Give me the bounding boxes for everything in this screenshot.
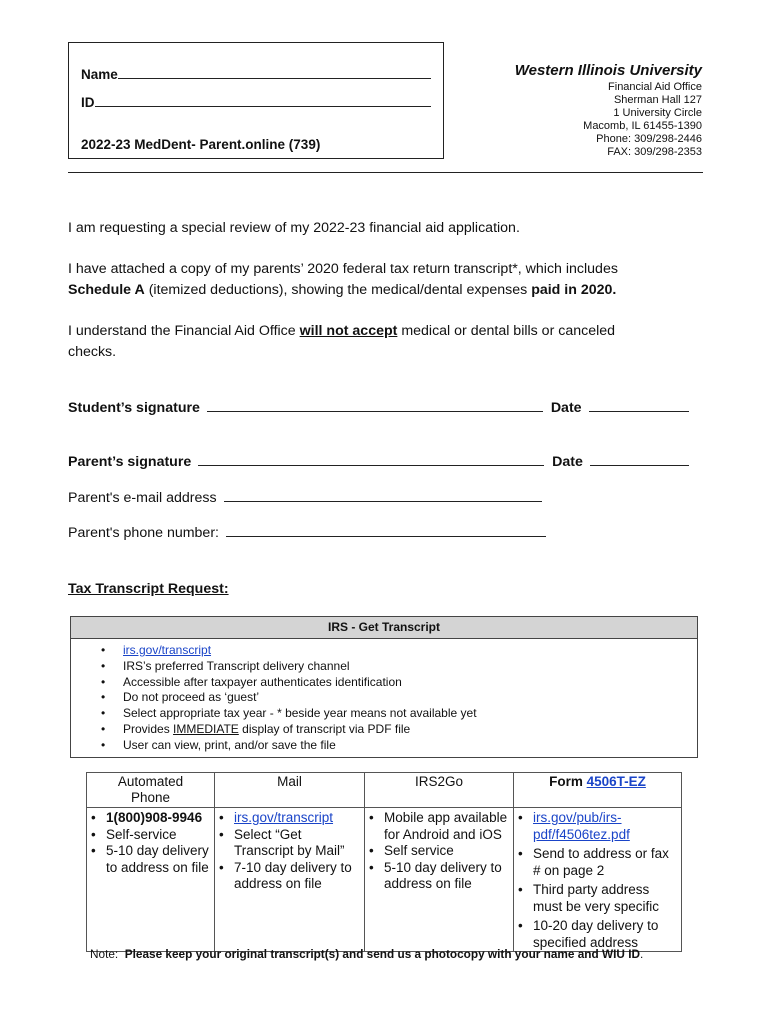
list-item-text: 10-20 day delivery to specified address: [533, 918, 659, 950]
irs-get-transcript-box: [70, 616, 698, 758]
bullet-icon: •: [101, 690, 106, 705]
parent-phone-label: Parent's phone number:: [68, 525, 219, 541]
will-not-accept-text: will not accept: [299, 323, 398, 339]
header-divider: [68, 172, 703, 173]
note-text: Please keep your original transcript(s) and send us a photocopy with your name and WIU ID: [124, 947, 640, 961]
list-item: [217, 827, 363, 860]
note-label: Note:: [90, 947, 119, 961]
list-item-text: 7-10 day delivery to address on file: [234, 859, 352, 891]
column-header-irs2go: IRS2Go: [365, 773, 514, 808]
bullet-icon: •: [101, 658, 106, 673]
column-header-mail: Mail: [215, 773, 365, 808]
parent-date-label: Date: [552, 454, 583, 470]
name-field[interactable]: [81, 67, 431, 82]
irs-box-title: IRS - Get Transcript: [71, 617, 697, 639]
list-item: [516, 882, 680, 915]
bullet-icon: •: [101, 674, 106, 689]
table-row: [87, 808, 682, 952]
list-item: [217, 860, 363, 893]
table-header-row: [87, 773, 682, 808]
list-item-text: Provides: [123, 721, 174, 736]
list-item-text: Do not proceed as ‘guest’: [123, 690, 260, 705]
irs-transcript-mail-link[interactable]: irs.gov/transcript: [234, 810, 334, 825]
list-item-text: display of transcript via PDF file: [238, 721, 411, 736]
bullet-icon: •: [91, 826, 96, 842]
list-item: [71, 722, 477, 738]
bullet-icon: •: [219, 859, 224, 875]
list-item: [71, 643, 477, 659]
list-item: [367, 810, 512, 843]
office-line: Financial Aid Office: [608, 81, 702, 93]
student-date-line[interactable]: [589, 411, 689, 412]
list-item-text: Accessible after taxpayer authenticates identification: [123, 674, 402, 689]
bullet-icon: •: [518, 882, 523, 897]
bullet-icon: •: [369, 810, 374, 825]
bullet-icon: •: [518, 846, 523, 861]
bullet-icon: •: [101, 706, 106, 721]
request-paragraph: I am requesting a special review of my 2022-23 financial aid application.: [68, 220, 520, 236]
list-item-text: Select appropriate tax year - * beside year means not available yet: [123, 706, 477, 721]
list-item: [71, 675, 477, 691]
office-line: Macomb, IL 61455-1390: [583, 120, 702, 132]
bullet-icon: •: [101, 737, 106, 752]
bullet-icon: •: [101, 643, 106, 657]
understanding-text: I understand the Financial Aid Office: [68, 323, 300, 339]
bullet-icon: •: [101, 721, 106, 736]
parent-signature-row[interactable]: [68, 454, 689, 470]
list-item: [89, 810, 213, 827]
form-code: 2022-23 MedDent- Parent.online (739): [81, 137, 321, 152]
name-label: Name: [81, 67, 118, 82]
schedule-a-text: Schedule A: [68, 282, 145, 298]
attachment-text-2: (itemized deductions), showing the medical/dental expenses: [144, 282, 532, 298]
student-signature-row[interactable]: [68, 400, 689, 416]
bullet-icon: •: [219, 826, 224, 842]
attachment-text: I have attached a copy of my parents’ 2020 federal tax return transcript*, which includes: [68, 261, 618, 277]
form-4506t-ez-link[interactable]: 4506T-EZ: [586, 774, 646, 789]
parent-email-line[interactable]: [224, 501, 542, 502]
university-name: Western Illinois University: [514, 62, 702, 79]
list-item-text: 5-10 day delivery to address on file: [106, 843, 209, 875]
parent-phone-row[interactable]: [68, 525, 546, 541]
student-signature-line[interactable]: [207, 411, 543, 412]
mail-list: [217, 810, 363, 893]
understanding-text-3: checks.: [68, 344, 117, 360]
form-pdf-link[interactable]: irs.gov/pub/irs-pdf/f4506tez.pdf: [533, 810, 630, 842]
id-line[interactable]: [95, 106, 431, 107]
bullet-icon: •: [91, 843, 96, 858]
bullet-icon: •: [369, 859, 374, 875]
understanding-text-2: medical or dental bills or canceled: [397, 323, 616, 339]
office-line: Phone: 309/298-2446: [596, 133, 702, 145]
office-line: 1 University Circle: [613, 107, 702, 119]
list-item: [367, 843, 512, 860]
name-line[interactable]: [118, 78, 431, 79]
list-item: [71, 738, 477, 754]
list-item: [516, 810, 680, 843]
list-item: [71, 659, 477, 675]
list-item-text: 5-10 day delivery to address on file: [384, 859, 502, 891]
footer-note: [90, 947, 643, 961]
id-label: ID: [81, 95, 95, 110]
parent-date-line[interactable]: [590, 465, 689, 466]
transcript-options-table: [86, 772, 682, 952]
bullet-icon: •: [518, 810, 523, 825]
bullet-icon: •: [518, 918, 523, 933]
list-item-text: Send to address or fax # on page 2: [533, 846, 669, 878]
understanding-paragraph: [68, 321, 708, 363]
list-item: [89, 843, 213, 876]
list-item-text: User can view, print, and/or save the file: [123, 737, 336, 752]
phone-cell: [87, 808, 215, 952]
parent-signature-label: Parent’s signature: [68, 454, 192, 470]
bullet-icon: •: [369, 843, 374, 858]
form-cell: [514, 808, 682, 952]
parent-email-row[interactable]: [68, 490, 542, 506]
list-item-text: Third party address must be very specific: [533, 882, 660, 914]
header-text: Automated: [117, 774, 184, 789]
list-item: [71, 690, 477, 706]
header-text: Form: [549, 774, 587, 789]
irs-phone-number[interactable]: 1(800)908-9946: [106, 810, 203, 825]
list-item: [516, 846, 680, 879]
irs2go-cell: [365, 808, 514, 952]
irs-list: [71, 643, 477, 754]
immediate-text: IMMEDIATE: [173, 721, 239, 736]
parent-email-label: Parent's e-mail address: [68, 490, 217, 506]
phone-list: [89, 810, 213, 876]
bullet-icon: •: [91, 810, 96, 825]
column-header-form: [514, 773, 682, 808]
mail-cell: [215, 808, 365, 952]
header-text: Phone: [130, 790, 171, 805]
tax-transcript-heading: Tax Transcript Request:: [68, 581, 229, 597]
paid-year-text: paid in 2020.: [531, 282, 617, 298]
list-item: [89, 827, 213, 844]
list-item: [71, 706, 477, 722]
column-header-phone: [87, 773, 215, 808]
irs-transcript-link[interactable]: irs.gov/transcript: [123, 643, 212, 657]
attachment-paragraph: [68, 259, 708, 301]
note-end: .: [640, 947, 644, 961]
list-item-text: Self-service: [106, 826, 177, 842]
student-signature-label: Student’s signature: [68, 400, 200, 416]
list-item-text: Self service: [384, 843, 454, 858]
list-item-text: Select “Get Transcript by Mail”: [234, 826, 345, 858]
parent-phone-line[interactable]: [226, 536, 546, 537]
bullet-icon: •: [219, 810, 224, 825]
list-item-text: Mobile app available for Android and iOS: [384, 810, 508, 842]
form-list: [516, 810, 680, 951]
list-item: [367, 860, 512, 893]
irs2go-list: [367, 810, 512, 893]
student-date-label: Date: [550, 400, 582, 416]
id-field[interactable]: [81, 95, 431, 110]
header-box: [68, 42, 444, 159]
parent-signature-line[interactable]: [198, 465, 544, 466]
office-line: FAX: 309/298-2353: [607, 146, 702, 158]
office-line: Sherman Hall 127: [613, 94, 702, 106]
list-item: [217, 810, 363, 827]
list-item-text: IRS’s preferred Transcript delivery channel: [123, 658, 350, 673]
